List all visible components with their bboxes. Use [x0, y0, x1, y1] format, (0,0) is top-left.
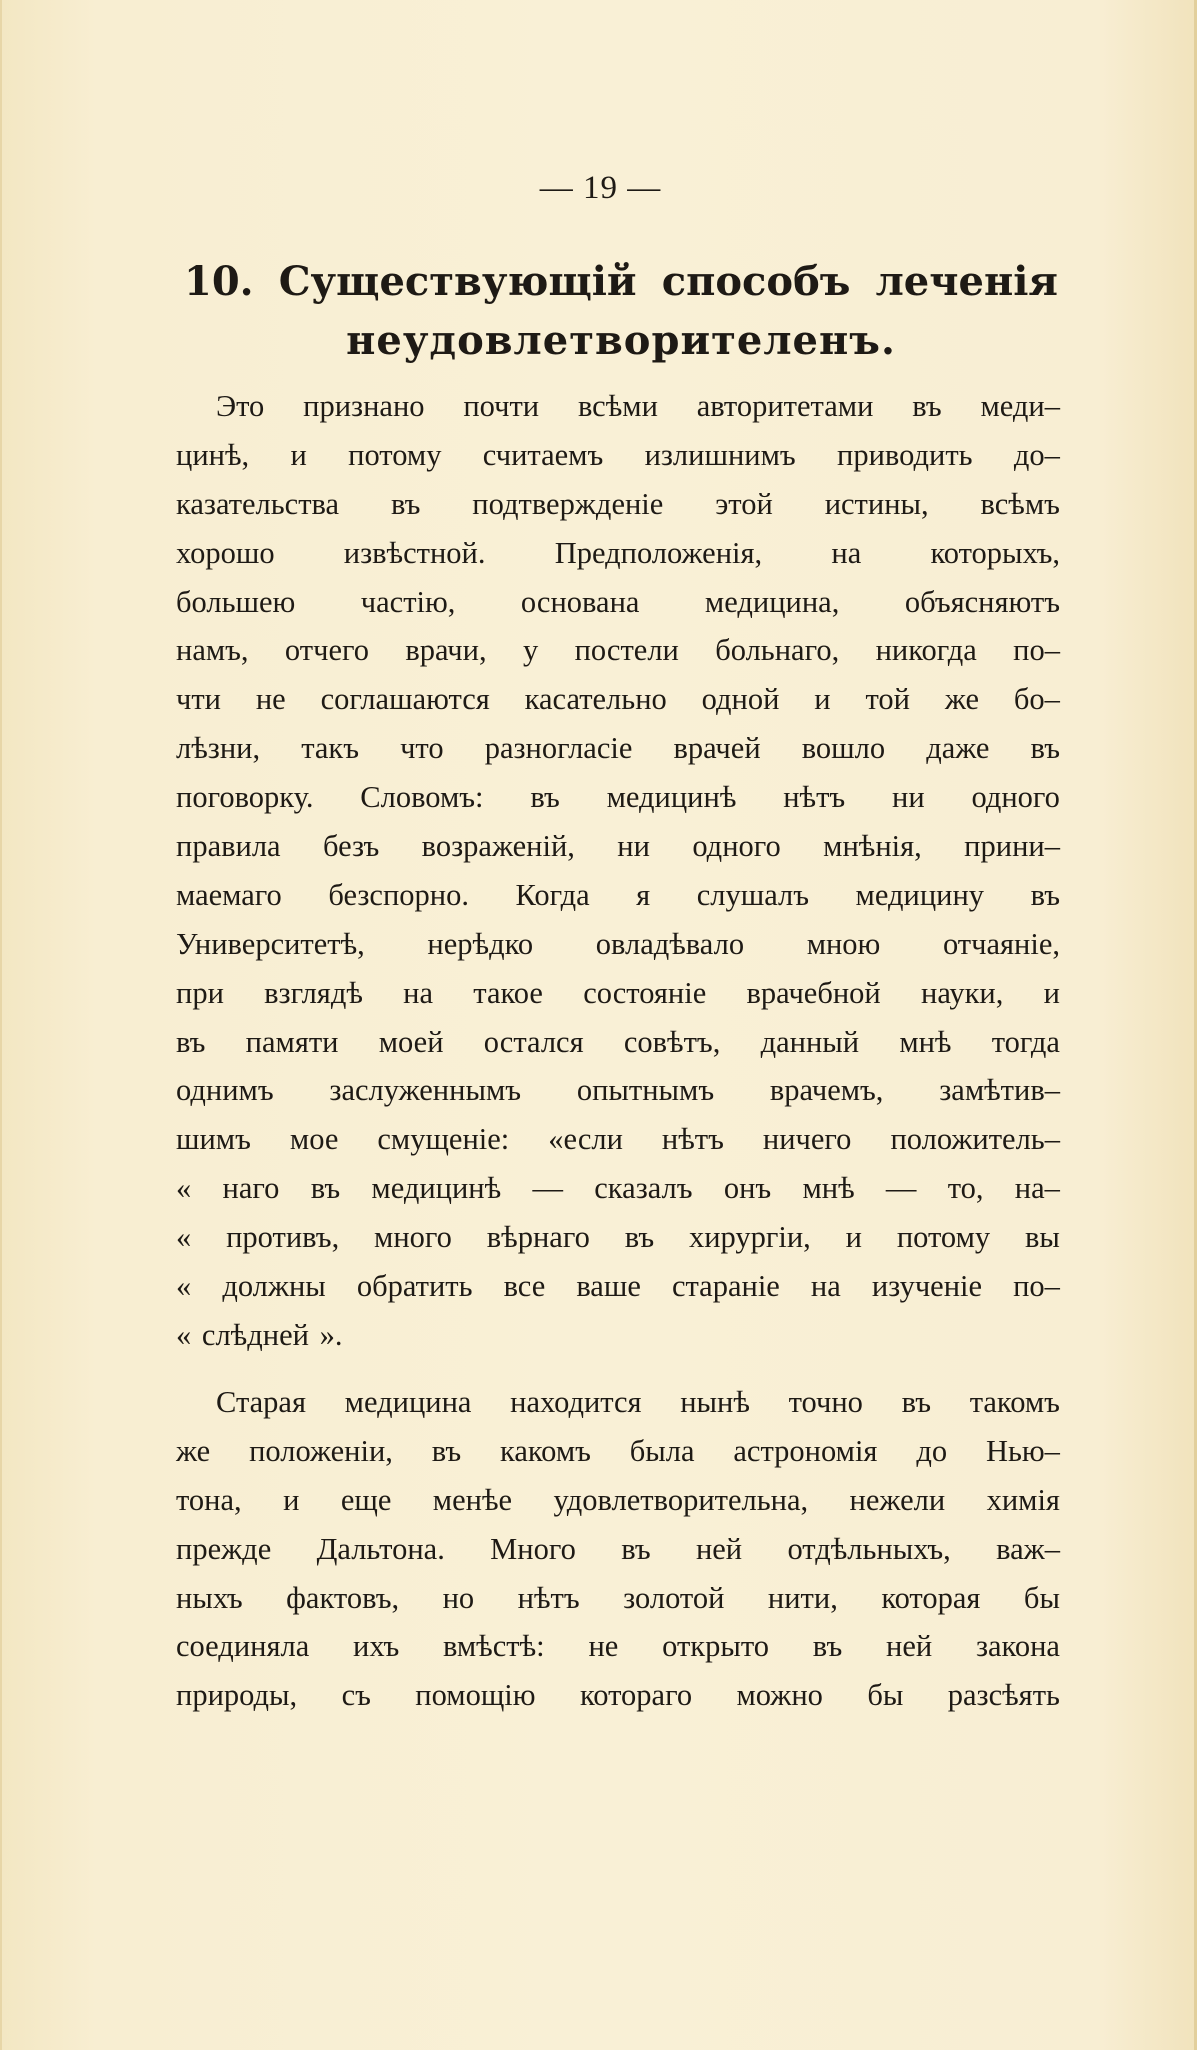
word: соединяла: [176, 1629, 310, 1664]
word: въ: [530, 780, 560, 815]
word: много: [374, 1220, 452, 1255]
word: Старая: [216, 1385, 306, 1419]
word: въ: [310, 1171, 341, 1206]
word: нити,: [767, 1580, 838, 1615]
word: цинѣ,: [176, 437, 250, 472]
word: открыто: [662, 1629, 770, 1664]
word: нежели: [849, 1482, 946, 1517]
text-line: [176, 1476, 1060, 1525]
word: приводить: [837, 437, 973, 472]
word: ваше: [576, 1269, 641, 1304]
text-line: [176, 1018, 1060, 1067]
word: противъ,: [226, 1220, 340, 1255]
word: касательно: [524, 682, 667, 717]
word: въ: [390, 486, 421, 521]
word: и: [814, 682, 831, 717]
word: всѣми: [577, 389, 658, 423]
heading-line: [184, 252, 1058, 311]
text-line: [176, 1066, 1060, 1115]
text-line: [176, 773, 1060, 822]
word: лѣзни,: [176, 731, 261, 766]
word: «: [176, 1317, 192, 1352]
word: тогда: [991, 1024, 1060, 1059]
text-line: [176, 431, 1060, 480]
word: ней: [695, 1531, 743, 1566]
word: Существующій: [278, 258, 637, 305]
word: замѣтив–: [939, 1073, 1060, 1108]
text-line: [176, 822, 1060, 871]
word: почти: [463, 389, 540, 423]
word: одной: [701, 682, 780, 717]
word: остался: [483, 1024, 584, 1059]
word: не: [588, 1629, 619, 1664]
word: этой: [715, 486, 773, 521]
word: леченія: [875, 258, 1058, 305]
word: «: [176, 1269, 192, 1304]
word: при: [176, 975, 224, 1010]
word: сказалъ: [594, 1171, 693, 1206]
word: можно: [736, 1678, 823, 1713]
word: что: [400, 731, 444, 766]
word: тона,: [176, 1482, 242, 1517]
word: медицину: [855, 877, 985, 912]
word: хорошо: [176, 535, 275, 570]
word: до–: [1013, 437, 1060, 472]
word: шимъ: [176, 1122, 251, 1157]
text-line: [176, 1525, 1060, 1574]
word: удовлетворительна,: [553, 1482, 809, 1517]
word: Предположенія,: [554, 535, 763, 570]
word: нѣтъ: [661, 1122, 724, 1157]
word: «: [176, 1171, 192, 1206]
word: способъ: [661, 258, 851, 305]
word: то,: [947, 1171, 984, 1206]
text-line: [176, 1574, 1060, 1623]
word: врачей: [673, 731, 761, 766]
word: совѣтъ,: [623, 1024, 721, 1059]
word: признано: [303, 389, 425, 423]
text-line: [176, 920, 1060, 969]
word: по–: [1013, 1269, 1060, 1304]
word: мною: [806, 926, 881, 961]
word: слушалъ: [696, 877, 810, 912]
word: у: [522, 633, 539, 668]
word: и: [845, 1220, 862, 1255]
word: Дальтона.: [316, 1531, 445, 1566]
word: поговорку.: [176, 780, 314, 815]
word: 10.: [184, 258, 254, 305]
word: въ: [812, 1629, 843, 1664]
word: вы: [1025, 1220, 1060, 1255]
word: безъ: [322, 829, 380, 864]
word: бы: [1023, 1580, 1060, 1615]
text-line: [176, 969, 1060, 1018]
word: была: [629, 1433, 695, 1468]
word: отчего: [284, 633, 369, 668]
word: закона: [975, 1629, 1060, 1664]
section-heading: [184, 252, 1058, 370]
word: на: [403, 975, 434, 1010]
word: объясняютъ: [904, 584, 1060, 619]
word: неудовлетворителенъ.: [346, 317, 896, 364]
word: помощію: [415, 1678, 536, 1713]
word: овладѣвало: [595, 926, 745, 961]
word: такъ: [301, 731, 360, 766]
word: положитель–: [890, 1122, 1060, 1157]
word: же: [176, 1433, 211, 1468]
word: опытнымъ: [576, 1073, 715, 1108]
word: безспорно.: [328, 877, 469, 912]
word: Словомъ:: [360, 780, 484, 815]
word: же: [944, 682, 980, 717]
word: мнѣ: [899, 1024, 952, 1059]
word: потому: [896, 1220, 991, 1255]
word: Университетѣ,: [176, 926, 365, 961]
page-number: — 19 —: [539, 170, 662, 206]
word: но: [442, 1580, 475, 1615]
word: вѣрнаго: [486, 1220, 590, 1255]
word: слѣдней: [201, 1317, 309, 1352]
word: ни: [617, 829, 650, 864]
text-line: [176, 480, 1060, 529]
word: хирургіи,: [688, 1220, 811, 1255]
word: намъ,: [176, 633, 249, 668]
text-line: [176, 1164, 1060, 1213]
text-line: [176, 724, 1060, 773]
word: съ: [341, 1678, 371, 1713]
word: на–: [1014, 1171, 1060, 1206]
text-line: [176, 675, 1060, 724]
word: въ: [621, 1531, 651, 1566]
word: еще: [340, 1482, 392, 1517]
word: —: [532, 1171, 563, 1206]
text-line: [176, 1213, 1060, 1262]
word: ней: [886, 1629, 933, 1664]
word: важ–: [996, 1531, 1060, 1566]
word: находится: [510, 1385, 642, 1419]
word: «если: [548, 1122, 623, 1157]
word: состояніе: [583, 975, 707, 1010]
word: подтвержденіе: [472, 486, 664, 521]
word: излишнимъ: [644, 437, 796, 472]
word: мнѣ: [802, 1171, 855, 1206]
text-line: [176, 1115, 1060, 1164]
paragraph-1: [176, 382, 1060, 1360]
word: потому: [348, 437, 442, 472]
paragraph-2: [176, 1378, 1060, 1720]
text-line: [176, 382, 1060, 431]
word: науки,: [921, 975, 1004, 1010]
word: ныхъ: [176, 1580, 243, 1615]
word: менѣе: [432, 1482, 513, 1517]
word: которая: [881, 1580, 981, 1615]
word: «: [176, 1220, 192, 1255]
word: чти: [176, 682, 221, 717]
word: той: [865, 682, 910, 717]
word: золотой: [623, 1580, 725, 1615]
word: нерѣдко: [427, 926, 534, 961]
word: наго: [222, 1171, 280, 1206]
word: —: [885, 1171, 917, 1206]
word: извѣстной.: [343, 535, 486, 570]
word: до: [916, 1433, 948, 1468]
word: изученіе: [871, 1269, 983, 1304]
word: и: [1043, 975, 1060, 1010]
word: должны: [222, 1269, 326, 1304]
word: казательства: [176, 486, 340, 521]
word: такомъ: [969, 1385, 1060, 1419]
text-line: [176, 1427, 1060, 1476]
word: прини–: [964, 829, 1060, 864]
word: считаемъ: [482, 437, 604, 472]
word: больнаго,: [715, 633, 840, 668]
word: истины,: [824, 486, 929, 521]
text-line: [176, 1262, 1060, 1311]
word: однимъ: [176, 1073, 274, 1108]
word: медицинѣ: [606, 780, 737, 815]
word: которыхъ,: [930, 535, 1060, 570]
word: нѣтъ: [783, 780, 846, 815]
word: соглашаются: [320, 682, 490, 717]
word: медицинѣ: [371, 1171, 502, 1206]
word: въ: [1030, 877, 1060, 912]
word: Много: [490, 1531, 576, 1566]
word: разногласіе: [484, 731, 633, 766]
word: одного: [971, 780, 1060, 815]
text-line: [176, 529, 1060, 578]
word: въ: [901, 1385, 932, 1419]
word: котораго: [579, 1678, 693, 1713]
word: такое: [473, 975, 543, 1010]
word: моей: [378, 1024, 444, 1059]
word: медицина,: [704, 584, 840, 619]
word: Нью–: [985, 1433, 1060, 1468]
word: врачи,: [405, 633, 487, 668]
word: ».: [319, 1317, 343, 1352]
word: я: [636, 877, 651, 912]
word: ихъ: [353, 1629, 400, 1664]
text-line: [176, 578, 1060, 627]
word: большею: [176, 584, 296, 619]
word: стараніе: [671, 1269, 780, 1304]
word: врачемъ,: [769, 1073, 884, 1108]
word: химія: [986, 1482, 1060, 1517]
word: постели: [574, 633, 679, 668]
word: прежде: [176, 1531, 272, 1566]
word: и: [283, 1482, 300, 1517]
word: фактовъ,: [286, 1580, 400, 1615]
word: мое: [289, 1122, 339, 1157]
word: бы: [867, 1678, 904, 1713]
word: нѣтъ: [517, 1580, 580, 1615]
text-line: [176, 1378, 1060, 1427]
word: на: [831, 535, 862, 570]
word: Это: [216, 389, 265, 423]
word: точно: [788, 1385, 863, 1419]
word: какомъ: [500, 1433, 591, 1468]
text-line: [176, 871, 1060, 920]
text-line: [176, 1671, 1060, 1720]
word: смущеніе:: [377, 1122, 510, 1157]
heading-line: [184, 311, 1058, 370]
word: бо–: [1013, 682, 1060, 717]
word: основана: [520, 584, 640, 619]
word: никогда: [875, 633, 977, 668]
word: отдѣльныхъ,: [787, 1531, 951, 1566]
word: на: [810, 1269, 841, 1304]
text-line: [176, 1622, 1060, 1671]
word: заслуженнымъ: [329, 1073, 522, 1108]
word: взглядѣ: [264, 975, 363, 1010]
word: одного: [692, 829, 781, 864]
word: данный: [760, 1024, 860, 1059]
word: въ: [624, 1220, 655, 1255]
word: мнѣнія,: [823, 829, 922, 864]
word: меди–: [980, 389, 1060, 423]
word: все: [503, 1269, 546, 1304]
word: маемаго: [176, 877, 282, 912]
word: въ: [176, 1024, 206, 1059]
word: нынѣ: [680, 1385, 750, 1419]
word: въ: [1030, 731, 1060, 766]
word: авторитетами: [696, 389, 874, 423]
word: отчаяніе,: [942, 926, 1060, 961]
word: астрономія: [733, 1433, 878, 1468]
word: правила: [176, 829, 281, 864]
word: въ: [912, 389, 942, 423]
word: обратить: [356, 1269, 473, 1304]
word: не: [255, 682, 286, 717]
word: Когда: [515, 877, 590, 912]
word: ни: [892, 780, 925, 815]
word: природы,: [176, 1678, 298, 1713]
word: медицина: [344, 1385, 472, 1419]
word: вошло: [801, 731, 886, 766]
text-line: [176, 626, 1060, 675]
word: и: [290, 437, 307, 472]
word: въ: [431, 1433, 462, 1468]
text-line: [176, 1311, 1060, 1360]
word: разсѣять: [947, 1678, 1060, 1713]
word: вмѣстѣ:: [443, 1629, 545, 1664]
word: всѣмъ: [980, 486, 1060, 521]
word: положеніи,: [249, 1433, 393, 1468]
word: по–: [1013, 633, 1060, 668]
word: возраженій,: [421, 829, 575, 864]
word: памяти: [245, 1024, 339, 1059]
word: даже: [926, 731, 990, 766]
word: ничего: [762, 1122, 852, 1157]
word: частію,: [360, 584, 456, 619]
word: врачебной: [746, 975, 881, 1010]
word: онъ: [723, 1171, 772, 1206]
